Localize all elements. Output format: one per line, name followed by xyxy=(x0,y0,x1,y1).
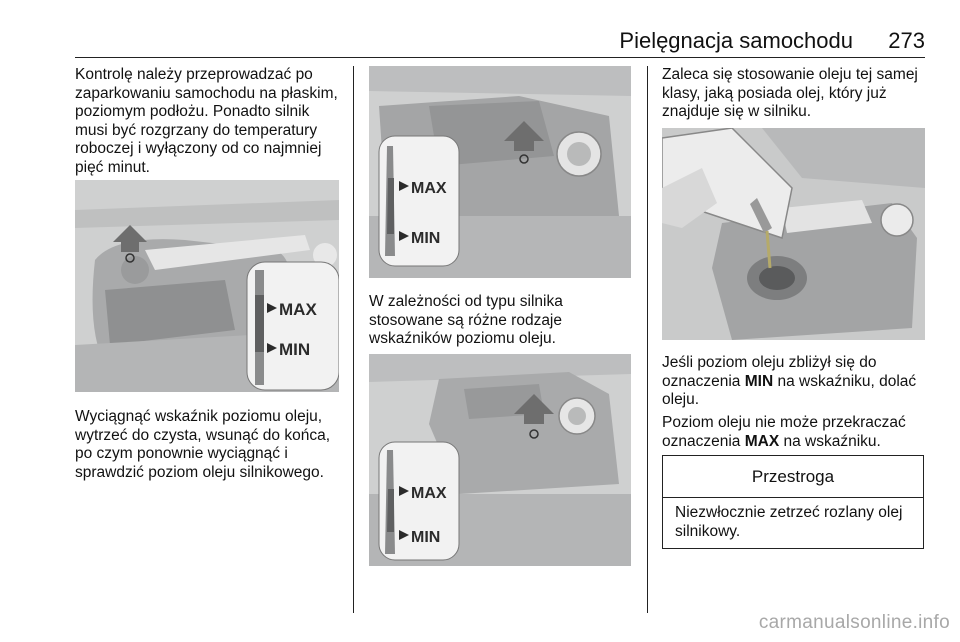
header-rule xyxy=(75,57,925,58)
engine-2-illustration xyxy=(369,66,631,278)
engine-3-illustration xyxy=(369,354,631,566)
max-limit-paragraph: Poziom oleju nie może przekraczać oznaczenia MAX na wskaźniku. xyxy=(662,414,906,450)
figure-dipstick-engine-2 xyxy=(369,66,631,278)
column-divider-2 xyxy=(647,66,648,613)
page-header xyxy=(75,26,925,54)
engine-1-illustration xyxy=(75,180,339,392)
caution-title: Przestroga xyxy=(663,456,923,498)
caution-text: Niezwłocznie zetrzeć rozlany olej silnikowy. xyxy=(675,504,903,540)
instruction-paragraph: Wyciągnąć wskaźnik poziomu oleju, wytrzeć do czysta, wsunąć do końca, po czym ponownie wyciągnąć i sprawdzić poziom oleju silnikowego. xyxy=(75,408,331,481)
svg-text:MAX: MAX xyxy=(411,485,447,502)
svg-text:MIN: MIN xyxy=(279,340,311,359)
svg-text:MAX: MAX xyxy=(411,180,447,197)
caution-box xyxy=(662,455,924,549)
page-number: 273 xyxy=(888,28,925,53)
figure-dipstick-engine-1 xyxy=(75,180,339,392)
svg-text:MIN: MIN xyxy=(411,529,441,546)
figure-dipstick-engine-3 xyxy=(369,354,631,566)
figure-oil-pouring xyxy=(662,128,925,340)
svg-text:MIN: MIN xyxy=(411,230,441,247)
intro-paragraph: Kontrolę należy przeprowadzać po zaparkowaniu samochodu na płaskim, poziomym podłożu. Ponadto silnik musi być rozgrzany do temperatury roboczej i wyłączony od co najmniej pięć minut. xyxy=(75,66,338,176)
oil-class-paragraph: Zaleca się stosowanie oleju tej samej klasy, jaką posiada olej, który już znajduje się w silniku. xyxy=(662,66,918,120)
page-title: Pielęgnacja samochodu xyxy=(619,28,853,53)
svg-text:MAX: MAX xyxy=(279,300,317,319)
refill-paragraph: Jeśli poziom oleju zbliżył się do oznaczenia MIN na wskaźniku, dolać oleju. xyxy=(662,354,917,408)
oil-pouring-illustration xyxy=(662,128,925,340)
watermark: carmanualsonline.info xyxy=(758,612,950,633)
column-divider-1 xyxy=(353,66,354,613)
dipstick-types-paragraph: W zależności od typu silnika stosowane są różne rodzaje wskaźników poziomu oleju. xyxy=(369,293,563,347)
